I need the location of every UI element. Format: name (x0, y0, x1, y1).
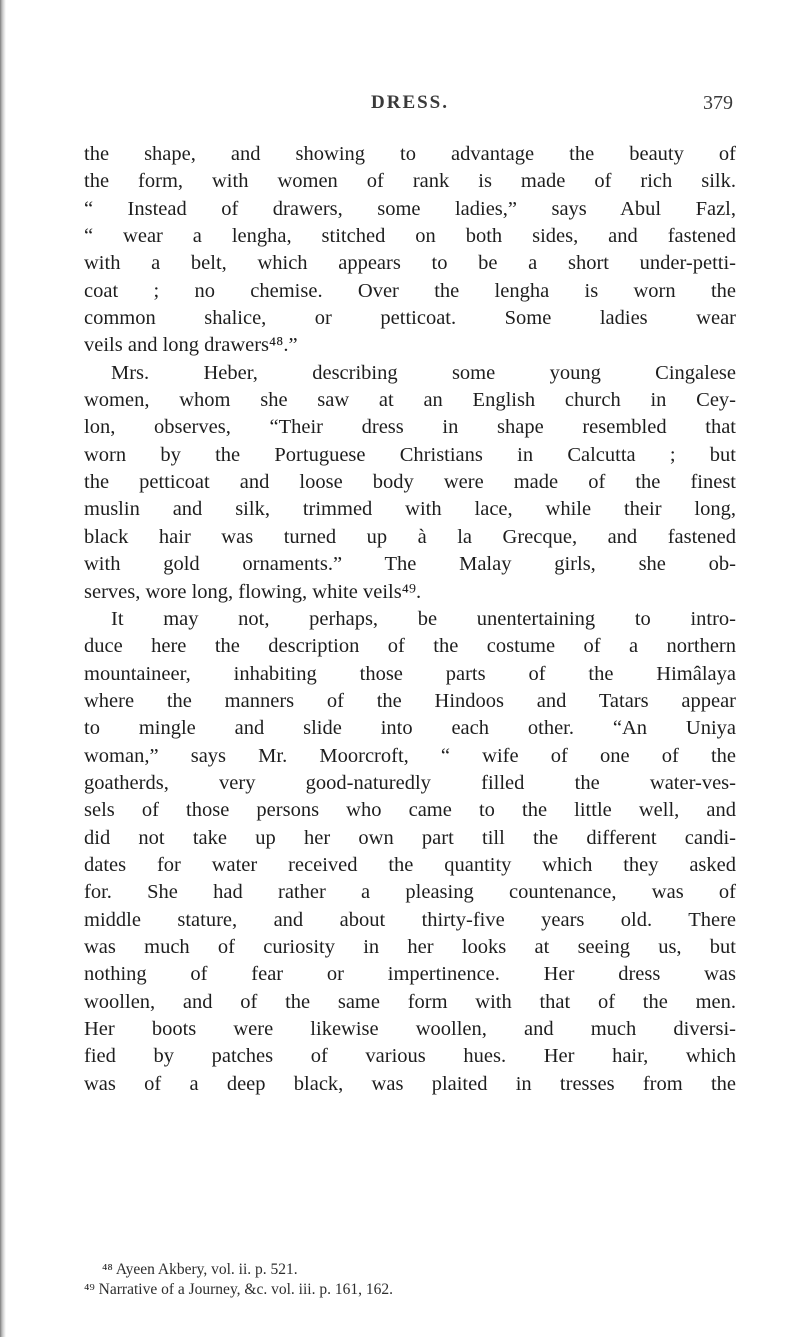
text-line: “ Instead of drawers, some ladies,” says Abul Fazl, (84, 197, 736, 220)
text-line: nothing of fear or impertinence. Her dress was (84, 963, 736, 986)
text-line: was much of curiosity in her looks at seeing us, but (84, 935, 736, 958)
body-text (84, 141, 736, 1098)
text-line: dates for water received the quantity which they asked (84, 853, 736, 876)
text-line: muslin and silk, trimmed with lace, while their long, (84, 498, 736, 521)
text-line: woollen, and of the same form with that of the men. (84, 990, 736, 1013)
text-line: to mingle and slide into each other. “An Uniya (84, 717, 736, 740)
text-line: Her boots were likewise woollen, and much diversi- (84, 1018, 736, 1040)
text-line: for. She had rather a pleasing countenance, was of (84, 881, 736, 904)
text-line: fied by patches of various hues. Her hair, which (84, 1045, 736, 1068)
footnote: ⁴⁸ Ayeen Akbery, vol. ii. p. 521. (102, 1261, 298, 1278)
text-line: worn by the Portuguese Christians in Calcutta ; but (84, 443, 736, 466)
text-line: with a belt, which appears to be a short under-petti- (84, 252, 736, 275)
text-line: coat ; no chemise. Over the lengha is worn the (84, 279, 736, 302)
text-line: woman,” says Mr. Moorcroft, “ wife of one of the (84, 744, 736, 767)
running-head: DRESS. (371, 92, 449, 113)
text-line: goatherds, very good-naturedly filled the water-ves- (84, 771, 736, 794)
text-line: women, whom she saw at an English church in Cey- (84, 389, 736, 412)
text-line: with gold ornaments.” The Malay girls, she ob- (84, 553, 736, 576)
text-line: Mrs. Heber, describing some young Cingalese (111, 361, 736, 384)
text-line: common shalice, or petticoat. Some ladies wear (84, 307, 736, 330)
text-line: the shape, and showing to advantage the beauty of (84, 143, 736, 165)
text-line: the form, with women of rank is made of rich silk. (84, 170, 736, 193)
text-line: veils and long drawers⁴⁸.” (84, 334, 298, 357)
page-header (85, 92, 735, 122)
text-line: middle stature, and about thirty-five years old. There (84, 908, 736, 931)
text-line: did not take up her own part till the different candi- (84, 826, 736, 849)
text-line: black hair was turned up à la Grecque, and fastened (84, 525, 736, 548)
text-line: sels of those persons who came to the little well, and (84, 799, 736, 822)
text-line: lon, observes, “Their dress in shape resembled that (84, 416, 736, 439)
page-number: 379 (703, 92, 733, 114)
footnotes (84, 1260, 736, 1300)
binding-edge (0, 0, 6, 1337)
text-line: the petticoat and loose body were made of the finest (84, 471, 736, 494)
footnote: ⁴⁹ Narrative of a Journey, &c. vol. iii. p. 161, 162. (84, 1281, 393, 1298)
text-line: “ wear a lengha, stitched on both sides, and fastened (84, 225, 736, 248)
text-line: duce here the description of the costume of a northern (84, 635, 736, 658)
text-line: where the manners of the Hindoos and Tatars appear (84, 689, 736, 712)
text-line: It may not, perhaps, be unentertaining to intro- (111, 607, 736, 630)
text-line: was of a deep black, was plaited in tresses from the (84, 1072, 736, 1095)
text-line: mountaineer, inhabiting those parts of the Himâlaya (84, 662, 736, 685)
text-line: serves, wore long, flowing, white veils⁴⁹. (84, 580, 422, 603)
